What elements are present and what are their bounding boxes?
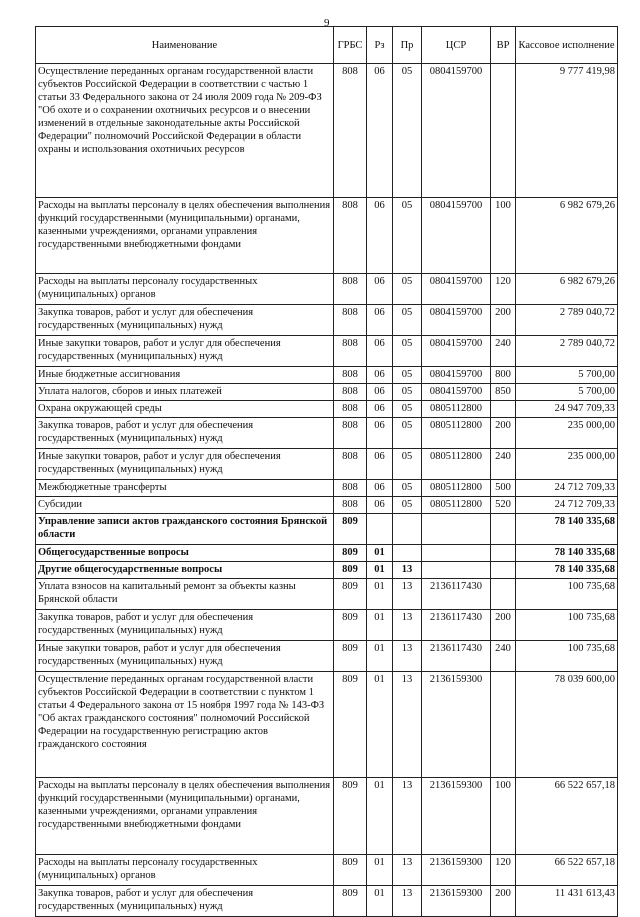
cell-vr: 120 <box>491 274 516 305</box>
cell-csr: 0804159700 <box>422 384 491 401</box>
cell-rz: 06 <box>367 418 393 449</box>
cell-name: Осуществление переданных органам государственной власти субъектов Российской Федерации в соответствии с частью 1 статьи 33 Федерального закона от 24 июля 2009 года № 209-ФЗ "Об охоте и о сохранении охотничьих ресурсов и о внесении изменений в отдельные законодательные акты Российской Федерации" полномочий Российской Федерации в области охраны и использования охотничьих ресурсов <box>36 64 334 198</box>
cell-csr: 0805112800 <box>422 497 491 514</box>
cell-grbs: 808 <box>334 274 367 305</box>
cell-pr: 13 <box>393 855 422 886</box>
cell-sum: 66 522 657,18 <box>516 778 618 855</box>
cell-grbs: 809 <box>334 610 367 641</box>
cell-vr: 240 <box>491 641 516 672</box>
cell-vr: 520 <box>491 497 516 514</box>
cell-name: Расходы на выплаты персоналу государственных (муниципальных) органов <box>36 855 334 886</box>
cell-pr: 05 <box>393 274 422 305</box>
cell-csr: 0804159700 <box>422 305 491 336</box>
table-row <box>36 672 618 778</box>
cell-grbs: 809 <box>334 545 367 562</box>
cell-csr: 0805112800 <box>422 449 491 480</box>
table-row <box>36 610 618 641</box>
cell-vr: 850 <box>491 384 516 401</box>
cell-grbs: 809 <box>334 672 367 778</box>
cell-vr <box>491 514 516 545</box>
cell-pr: 13 <box>393 579 422 610</box>
table-row <box>36 64 618 198</box>
cell-name: Уплата взносов на капитальный ремонт за объекты казны Брянской области <box>36 579 334 610</box>
cell-grbs: 808 <box>334 305 367 336</box>
cell-grbs: 808 <box>334 64 367 198</box>
table-row <box>36 562 618 579</box>
table-row <box>36 480 618 497</box>
cell-rz: 06 <box>367 198 393 274</box>
cell-csr: 2136159300 <box>422 778 491 855</box>
cell-pr: 05 <box>393 449 422 480</box>
header-vr: ВР <box>491 27 516 64</box>
cell-pr: 05 <box>393 198 422 274</box>
cell-grbs: 809 <box>334 778 367 855</box>
cell-grbs: 808 <box>334 418 367 449</box>
cell-name: Иные закупки товаров, работ и услуг для обеспечения государственных (муниципальных) нужд <box>36 449 334 480</box>
table-row <box>36 401 618 418</box>
cell-pr: 05 <box>393 497 422 514</box>
table-row <box>36 579 618 610</box>
cell-csr <box>422 514 491 545</box>
cell-pr: 05 <box>393 418 422 449</box>
table-row <box>36 367 618 384</box>
cell-vr: 100 <box>491 198 516 274</box>
cell-name: Закупка товаров, работ и услуг для обеспечения государственных (муниципальных) нужд <box>36 418 334 449</box>
cell-csr: 2136159300 <box>422 855 491 886</box>
table-header-row <box>36 27 618 64</box>
cell-pr: 05 <box>393 305 422 336</box>
cell-grbs: 809 <box>334 886 367 917</box>
cell-grbs: 808 <box>334 449 367 480</box>
cell-rz: 06 <box>367 367 393 384</box>
header-sum: Кассовое исполнение <box>516 27 618 64</box>
cell-vr <box>491 545 516 562</box>
cell-csr: 2136159300 <box>422 672 491 778</box>
cell-pr: 05 <box>393 401 422 418</box>
table-row <box>36 514 618 545</box>
cell-grbs: 808 <box>334 401 367 418</box>
cell-pr <box>393 514 422 545</box>
cell-vr: 200 <box>491 418 516 449</box>
cell-grbs: 809 <box>334 562 367 579</box>
cell-name: Осуществление переданных органам государственной власти субъектов Российской Федерации в соответствии с пунктом 1 статьи 4 Федерального закона от 15 ноября 1997 года № 143-ФЗ "Об актах гражданского состояния" полномочий Российской Федерации на государственную регистрацию актов гражданского состояния <box>36 672 334 778</box>
cell-pr: 05 <box>393 336 422 367</box>
cell-vr: 240 <box>491 449 516 480</box>
cell-pr: 13 <box>393 778 422 855</box>
cell-csr: 0804159700 <box>422 198 491 274</box>
cell-pr: 05 <box>393 480 422 497</box>
cell-vr: 120 <box>491 855 516 886</box>
cell-pr: 05 <box>393 384 422 401</box>
cell-vr: 800 <box>491 367 516 384</box>
cell-name: Закупка товаров, работ и услуг для обеспечения государственных (муниципальных) нужд <box>36 610 334 641</box>
cell-vr: 200 <box>491 305 516 336</box>
cell-rz: 01 <box>367 672 393 778</box>
budget-execution-table <box>35 26 618 917</box>
cell-name: Уплата налогов, сборов и иных платежей <box>36 384 334 401</box>
cell-rz: 06 <box>367 384 393 401</box>
cell-csr: 0804159700 <box>422 274 491 305</box>
cell-name: Охрана окружающей среды <box>36 401 334 418</box>
cell-name: Закупка товаров, работ и услуг для обеспечения государственных (муниципальных) нужд <box>36 886 334 917</box>
cell-rz: 01 <box>367 545 393 562</box>
cell-rz: 01 <box>367 778 393 855</box>
table-row <box>36 641 618 672</box>
table-row <box>36 497 618 514</box>
cell-rz: 01 <box>367 562 393 579</box>
cell-csr <box>422 562 491 579</box>
table-row <box>36 545 618 562</box>
cell-sum: 100 735,68 <box>516 579 618 610</box>
cell-sum: 5 700,00 <box>516 367 618 384</box>
table-body <box>36 64 618 917</box>
cell-name: Субсидии <box>36 497 334 514</box>
table-row <box>36 855 618 886</box>
header-pr: Пр <box>393 27 422 64</box>
cell-grbs: 808 <box>334 336 367 367</box>
cell-rz: 01 <box>367 641 393 672</box>
cell-vr <box>491 562 516 579</box>
cell-sum: 235 000,00 <box>516 418 618 449</box>
table-row <box>36 886 618 917</box>
table-row <box>36 449 618 480</box>
cell-grbs: 808 <box>334 367 367 384</box>
table-row <box>36 336 618 367</box>
cell-csr: 0805112800 <box>422 418 491 449</box>
cell-name: Другие общегосударственные вопросы <box>36 562 334 579</box>
cell-sum: 100 735,68 <box>516 610 618 641</box>
cell-rz: 06 <box>367 274 393 305</box>
cell-sum: 6 982 679,26 <box>516 198 618 274</box>
table-row <box>36 198 618 274</box>
cell-csr: 0805112800 <box>422 401 491 418</box>
cell-vr: 500 <box>491 480 516 497</box>
cell-sum: 66 522 657,18 <box>516 855 618 886</box>
cell-csr: 0804159700 <box>422 336 491 367</box>
cell-pr: 13 <box>393 672 422 778</box>
cell-csr: 0804159700 <box>422 367 491 384</box>
cell-sum: 78 140 335,68 <box>516 562 618 579</box>
header-rz: Рз <box>367 27 393 64</box>
table-row <box>36 418 618 449</box>
cell-rz: 06 <box>367 449 393 480</box>
cell-grbs: 809 <box>334 855 367 886</box>
cell-pr: 05 <box>393 64 422 198</box>
cell-grbs: 809 <box>334 514 367 545</box>
cell-name: Общегосударственные вопросы <box>36 545 334 562</box>
cell-vr <box>491 579 516 610</box>
cell-name: Расходы на выплаты персоналу в целях обеспечения выполнения функций государственными (муниципальными) органами, казенными учреждениями, органами управления государственными внебюджетными фондами <box>36 778 334 855</box>
cell-rz: 01 <box>367 579 393 610</box>
cell-name: Расходы на выплаты персоналу в целях обеспечения выполнения функций государственными (муниципальными) органами, казенными учреждениями, органами управления государственными внебюджетными фондами <box>36 198 334 274</box>
cell-sum: 6 982 679,26 <box>516 274 618 305</box>
cell-vr: 200 <box>491 886 516 917</box>
cell-name: Закупка товаров, работ и услуг для обеспечения государственных (муниципальных) нужд <box>36 305 334 336</box>
cell-grbs: 809 <box>334 579 367 610</box>
cell-sum: 24 947 709,33 <box>516 401 618 418</box>
table-row <box>36 778 618 855</box>
header-grbs: ГРБС <box>334 27 367 64</box>
cell-csr: 2136159300 <box>422 886 491 917</box>
cell-sum: 235 000,00 <box>516 449 618 480</box>
header-csr: ЦСР <box>422 27 491 64</box>
cell-sum: 100 735,68 <box>516 641 618 672</box>
cell-rz: 06 <box>367 336 393 367</box>
cell-sum: 11 431 613,43 <box>516 886 618 917</box>
cell-rz: 06 <box>367 480 393 497</box>
cell-name: Иные закупки товаров, работ и услуг для обеспечения государственных (муниципальных) нужд <box>36 641 334 672</box>
cell-sum: 78 140 335,68 <box>516 545 618 562</box>
cell-sum: 9 777 419,98 <box>516 64 618 198</box>
table-row <box>36 384 618 401</box>
cell-grbs: 808 <box>334 198 367 274</box>
cell-rz: 06 <box>367 305 393 336</box>
cell-csr: 2136117430 <box>422 579 491 610</box>
cell-grbs: 808 <box>334 480 367 497</box>
cell-sum: 2 789 040,72 <box>516 336 618 367</box>
cell-sum: 24 712 709,33 <box>516 480 618 497</box>
table-row <box>36 274 618 305</box>
cell-name: Иные закупки товаров, работ и услуг для обеспечения государственных (муниципальных) нужд <box>36 336 334 367</box>
cell-name: Управление записи актов гражданского состояния Брянской области <box>36 514 334 545</box>
cell-pr: 13 <box>393 610 422 641</box>
cell-pr <box>393 545 422 562</box>
cell-csr: 2136117430 <box>422 641 491 672</box>
cell-rz: 06 <box>367 497 393 514</box>
cell-pr: 13 <box>393 562 422 579</box>
cell-pr: 13 <box>393 641 422 672</box>
cell-rz <box>367 514 393 545</box>
cell-name: Межбюджетные трансферты <box>36 480 334 497</box>
cell-sum: 78 039 600,00 <box>516 672 618 778</box>
cell-sum: 2 789 040,72 <box>516 305 618 336</box>
cell-vr: 240 <box>491 336 516 367</box>
header-name: Наименование <box>36 27 334 64</box>
cell-sum: 24 712 709,33 <box>516 497 618 514</box>
cell-vr <box>491 64 516 198</box>
table-row <box>36 305 618 336</box>
cell-grbs: 808 <box>334 384 367 401</box>
cell-rz: 06 <box>367 401 393 418</box>
cell-grbs: 809 <box>334 641 367 672</box>
cell-rz: 01 <box>367 855 393 886</box>
cell-rz: 01 <box>367 610 393 641</box>
cell-vr: 200 <box>491 610 516 641</box>
cell-rz: 06 <box>367 64 393 198</box>
cell-vr: 100 <box>491 778 516 855</box>
cell-vr <box>491 401 516 418</box>
cell-pr: 05 <box>393 367 422 384</box>
cell-name: Расходы на выплаты персоналу государственных (муниципальных) органов <box>36 274 334 305</box>
cell-sum: 78 140 335,68 <box>516 514 618 545</box>
cell-name: Иные бюджетные ассигнования <box>36 367 334 384</box>
page-number: 9 <box>324 17 330 29</box>
cell-rz: 01 <box>367 886 393 917</box>
cell-grbs: 808 <box>334 497 367 514</box>
cell-vr <box>491 672 516 778</box>
cell-csr <box>422 545 491 562</box>
cell-csr: 0805112800 <box>422 480 491 497</box>
cell-csr: 2136117430 <box>422 610 491 641</box>
cell-pr: 13 <box>393 886 422 917</box>
cell-sum: 5 700,00 <box>516 384 618 401</box>
cell-csr: 0804159700 <box>422 64 491 198</box>
